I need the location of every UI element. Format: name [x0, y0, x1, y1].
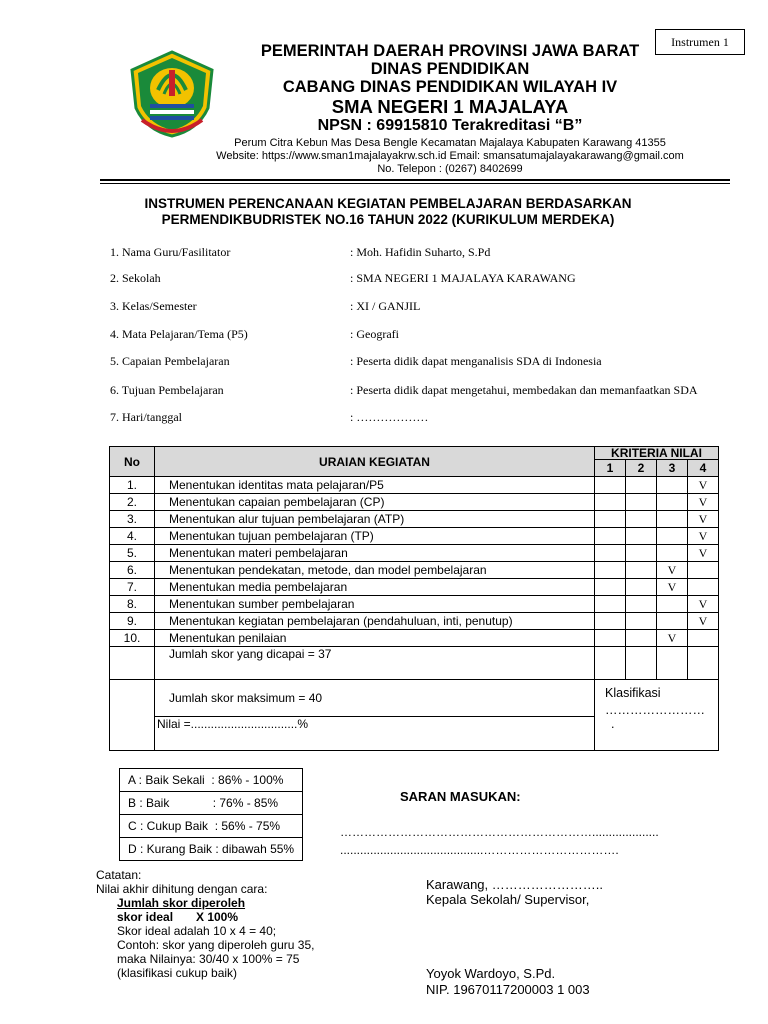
- klasifikasi-dot: .: [611, 717, 615, 731]
- header-uraian: URAIAN KEGIATAN: [155, 447, 595, 477]
- row-activity: Menentukan identitas mata pelajaran/P5: [155, 477, 595, 494]
- table-row: [110, 511, 719, 528]
- row-activity: Menentukan capaian pembelajaran (CP): [155, 494, 595, 511]
- grade-legend: [119, 768, 303, 861]
- legend-b: B : Baik : 76% - 85%: [120, 792, 303, 815]
- school-address: Perum Citra Kebun Mas Desa Bengle Kecamatan Majalaya Kabupaten Karawang 41355: [234, 137, 666, 149]
- check-mark: V: [667, 562, 677, 577]
- sum-cell-empty: [110, 647, 155, 680]
- info-value-guru: : Moh. Hafidin Suharto, S.Pd: [350, 245, 491, 259]
- score-cell-4: [688, 613, 719, 630]
- score-cell-3: [657, 528, 688, 545]
- table-row: [110, 494, 719, 511]
- info-label-capaian: 5. Capaian Pembelajaran: [110, 354, 230, 368]
- signature-place: Karawang, ……………………..: [426, 877, 603, 892]
- row-activity: Menentukan pendekatan, metode, dan model pembelajaran: [155, 562, 595, 579]
- row-number: 1.: [110, 477, 155, 494]
- klasifikasi-cell: [595, 680, 719, 751]
- sum-score-cell: [626, 647, 657, 680]
- info-value-hari: : ………………: [350, 410, 429, 424]
- fraction-numerator: Jumlah skor diperoleh: [117, 896, 246, 910]
- header-rule: [100, 179, 730, 181]
- score-cell-4: [688, 477, 719, 494]
- klasifikasi-label: Klasifikasi: [605, 686, 661, 700]
- catatan-line4: maka Nilainya: 30/40 x 100% = 75: [117, 952, 300, 966]
- score-cell-2: [626, 528, 657, 545]
- score-cell-3: [657, 562, 688, 579]
- info-label-hari: 7. Hari/tanggal: [110, 410, 182, 424]
- header-kriteria: KRITERIA NILAI: [595, 447, 719, 460]
- npsn: NPSN : 69915810 Terakreditasi “B”: [317, 117, 583, 134]
- score-cell-1: [595, 579, 626, 596]
- row-activity: Menentukan media pembelajaran: [155, 579, 595, 596]
- instrument-label: Instrumen 1: [655, 29, 745, 55]
- row-number: 9.: [110, 613, 155, 630]
- table-row: [110, 528, 719, 545]
- score-cell-2: [626, 494, 657, 511]
- nilai: Nilai =................................%: [155, 717, 595, 751]
- score-cell-4: [688, 596, 719, 613]
- row-number: 4.: [110, 528, 155, 545]
- check-mark: V: [698, 528, 708, 543]
- header-no: No: [110, 447, 155, 477]
- row-number: 3.: [110, 511, 155, 528]
- signature-name: Yoyok Wardoyo, S.Pd.: [426, 966, 556, 981]
- score-cell-3: [657, 596, 688, 613]
- score-cell-2: [626, 579, 657, 596]
- info-label-guru: 1. Nama Guru/Fasilitator: [110, 245, 231, 259]
- row-number: 6.: [110, 562, 155, 579]
- check-mark: V: [698, 545, 708, 560]
- school-website: Website: https://www.sman1majalayakrw.sch.id Email: smansatumajalayakarawang@gmail.com: [216, 150, 684, 162]
- score-cell-3: [657, 511, 688, 528]
- sum-max: Jumlah skor maksimum = 40: [155, 680, 595, 717]
- sum-score-cell: [688, 647, 719, 680]
- info-label-mapel: 4. Mata Pelajaran/Tema (P5): [110, 327, 248, 341]
- score-header-2: 2: [626, 460, 657, 477]
- score-cell-3: [657, 630, 688, 647]
- row-number: 5.: [110, 545, 155, 562]
- score-cell-1: [595, 528, 626, 545]
- catatan-line1: Nilai akhir dihitung dengan cara:: [96, 882, 268, 896]
- score-cell-4: [688, 579, 719, 596]
- score-cell-3: [657, 545, 688, 562]
- header-rule-thin: [100, 183, 730, 184]
- saran-title: SARAN MASUKAN:: [400, 789, 521, 804]
- score-cell-1: [595, 477, 626, 494]
- score-cell-2: [626, 630, 657, 647]
- check-mark: V: [698, 494, 708, 509]
- score-cell-2: [626, 596, 657, 613]
- table-row: [110, 562, 719, 579]
- score-cell-4: [688, 630, 719, 647]
- total-cell-empty: [110, 680, 155, 751]
- score-cell-1: [595, 562, 626, 579]
- info-value-kelas: : XI / GANJIL: [350, 299, 421, 313]
- sum-score-cell: [595, 647, 626, 680]
- score-cell-2: [626, 511, 657, 528]
- score-cell-2: [626, 613, 657, 630]
- sum-achieved: Jumlah skor yang dicapai = 37: [155, 647, 595, 680]
- check-mark: V: [698, 613, 708, 628]
- row-activity: Menentukan kegiatan pembelajaran (pendahuluan, inti, penutup): [155, 613, 595, 630]
- header-line1: PEMERINTAH DAERAH PROVINSI JAWA BARAT: [260, 42, 640, 60]
- document-title-line1: INSTRUMEN PERENCANAAN KEGIATAN PEMBELAJARAN BERDASARKAN: [144, 196, 632, 211]
- table-row: [110, 545, 719, 562]
- score-cell-1: [595, 511, 626, 528]
- table-row: [110, 579, 719, 596]
- catatan-line5: (klasifikasi cukup baik): [117, 966, 238, 980]
- school-phone: No. Telepon : (0267) 8402699: [377, 163, 523, 175]
- assessment-table: [109, 446, 719, 751]
- row-activity: Menentukan penilaian: [155, 630, 595, 647]
- signature-nip: NIP. 19670117200003 1 003: [426, 982, 590, 997]
- klasifikasi-dots: ……………………: [605, 703, 705, 717]
- score-cell-1: [595, 494, 626, 511]
- check-mark: V: [698, 596, 708, 611]
- info-value-tujuan: : Peserta didik dapat mengetahui, membedakan dan memanfaatkan SDA: [350, 383, 698, 397]
- row-activity: Menentukan alur tujuan pembelajaran (ATP): [155, 511, 595, 528]
- check-mark: V: [667, 630, 677, 645]
- school-name: SMA NEGERI 1 MAJALAYA: [331, 96, 569, 117]
- score-cell-4: [688, 528, 719, 545]
- legend-d: D : Kurang Baik : dibawah 55%: [120, 838, 303, 861]
- score-cell-2: [626, 545, 657, 562]
- document-title-line2: PERMENDIKBUDRISTEK NO.16 TAHUN 2022 (KURIKULUM MERDEKA): [161, 212, 615, 227]
- header-line3: CABANG DINAS PENDIDIKAN WILAYAH IV: [282, 78, 618, 96]
- saran-line2: ...........................................…………………………….: [340, 843, 619, 857]
- signature-role: Kepala Sekolah/ Supervisor,: [426, 892, 590, 907]
- fraction-denominator: skor ideal: [117, 910, 174, 924]
- row-activity: Menentukan sumber pembelajaran: [155, 596, 595, 613]
- header-line2: DINAS PENDIDIKAN: [370, 60, 530, 78]
- info-label-sekolah: 2. Sekolah: [110, 271, 161, 285]
- check-mark: V: [698, 477, 708, 492]
- row-number: 7.: [110, 579, 155, 596]
- info-value-capaian: : Peserta didik dapat menganalisis SDA di Indonesia: [350, 354, 602, 368]
- score-cell-3: [657, 613, 688, 630]
- row-activity: Menentukan materi pembelajaran: [155, 545, 595, 562]
- score-cell-1: [595, 545, 626, 562]
- catatan-title: Catatan:: [96, 868, 142, 882]
- legend-c: C : Cukup Baik : 56% - 75%: [120, 815, 303, 838]
- score-cell-4: [688, 562, 719, 579]
- row-activity: Menentukan tujuan pembelajaran (TP): [155, 528, 595, 545]
- score-cell-2: [626, 477, 657, 494]
- table-row: [110, 630, 719, 647]
- row-number: 8.: [110, 596, 155, 613]
- table-row: [110, 613, 719, 630]
- table-row: [110, 477, 719, 494]
- score-cell-4: [688, 494, 719, 511]
- score-header-3: 3: [657, 460, 688, 477]
- score-cell-1: [595, 630, 626, 647]
- score-cell-4: [688, 545, 719, 562]
- row-number: 2.: [110, 494, 155, 511]
- info-label-tujuan: 6. Tujuan Pembelajaran: [110, 383, 224, 397]
- score-cell-4: [688, 511, 719, 528]
- score-cell-3: [657, 494, 688, 511]
- info-value-sekolah: : SMA NEGERI 1 MAJALAYA KARAWANG: [350, 271, 576, 285]
- info-value-mapel: : Geografi: [350, 327, 399, 341]
- score-cell-1: [595, 596, 626, 613]
- sum-score-cell: [657, 647, 688, 680]
- catatan-line2: Skor ideal adalah 10 x 4 = 40;: [117, 924, 277, 938]
- catatan-line3: Contoh: skor yang diperoleh guru 35,: [117, 938, 315, 952]
- info-label-kelas: 3. Kelas/Semester: [110, 299, 197, 313]
- check-mark: V: [667, 579, 677, 594]
- fraction-multiplier: X 100%: [196, 910, 239, 924]
- score-header-1: 1: [595, 460, 626, 477]
- saran-line1: ………………………………………………………....................: [340, 825, 659, 839]
- score-cell-2: [626, 562, 657, 579]
- score-cell-3: [657, 477, 688, 494]
- score-cell-1: [595, 613, 626, 630]
- score-cell-3: [657, 579, 688, 596]
- table-row: [110, 596, 719, 613]
- check-mark: V: [698, 511, 708, 526]
- score-header-4: 4: [688, 460, 719, 477]
- row-number: 10.: [110, 630, 155, 647]
- legend-a: A : Baik Sekali : 86% - 100%: [120, 769, 303, 792]
